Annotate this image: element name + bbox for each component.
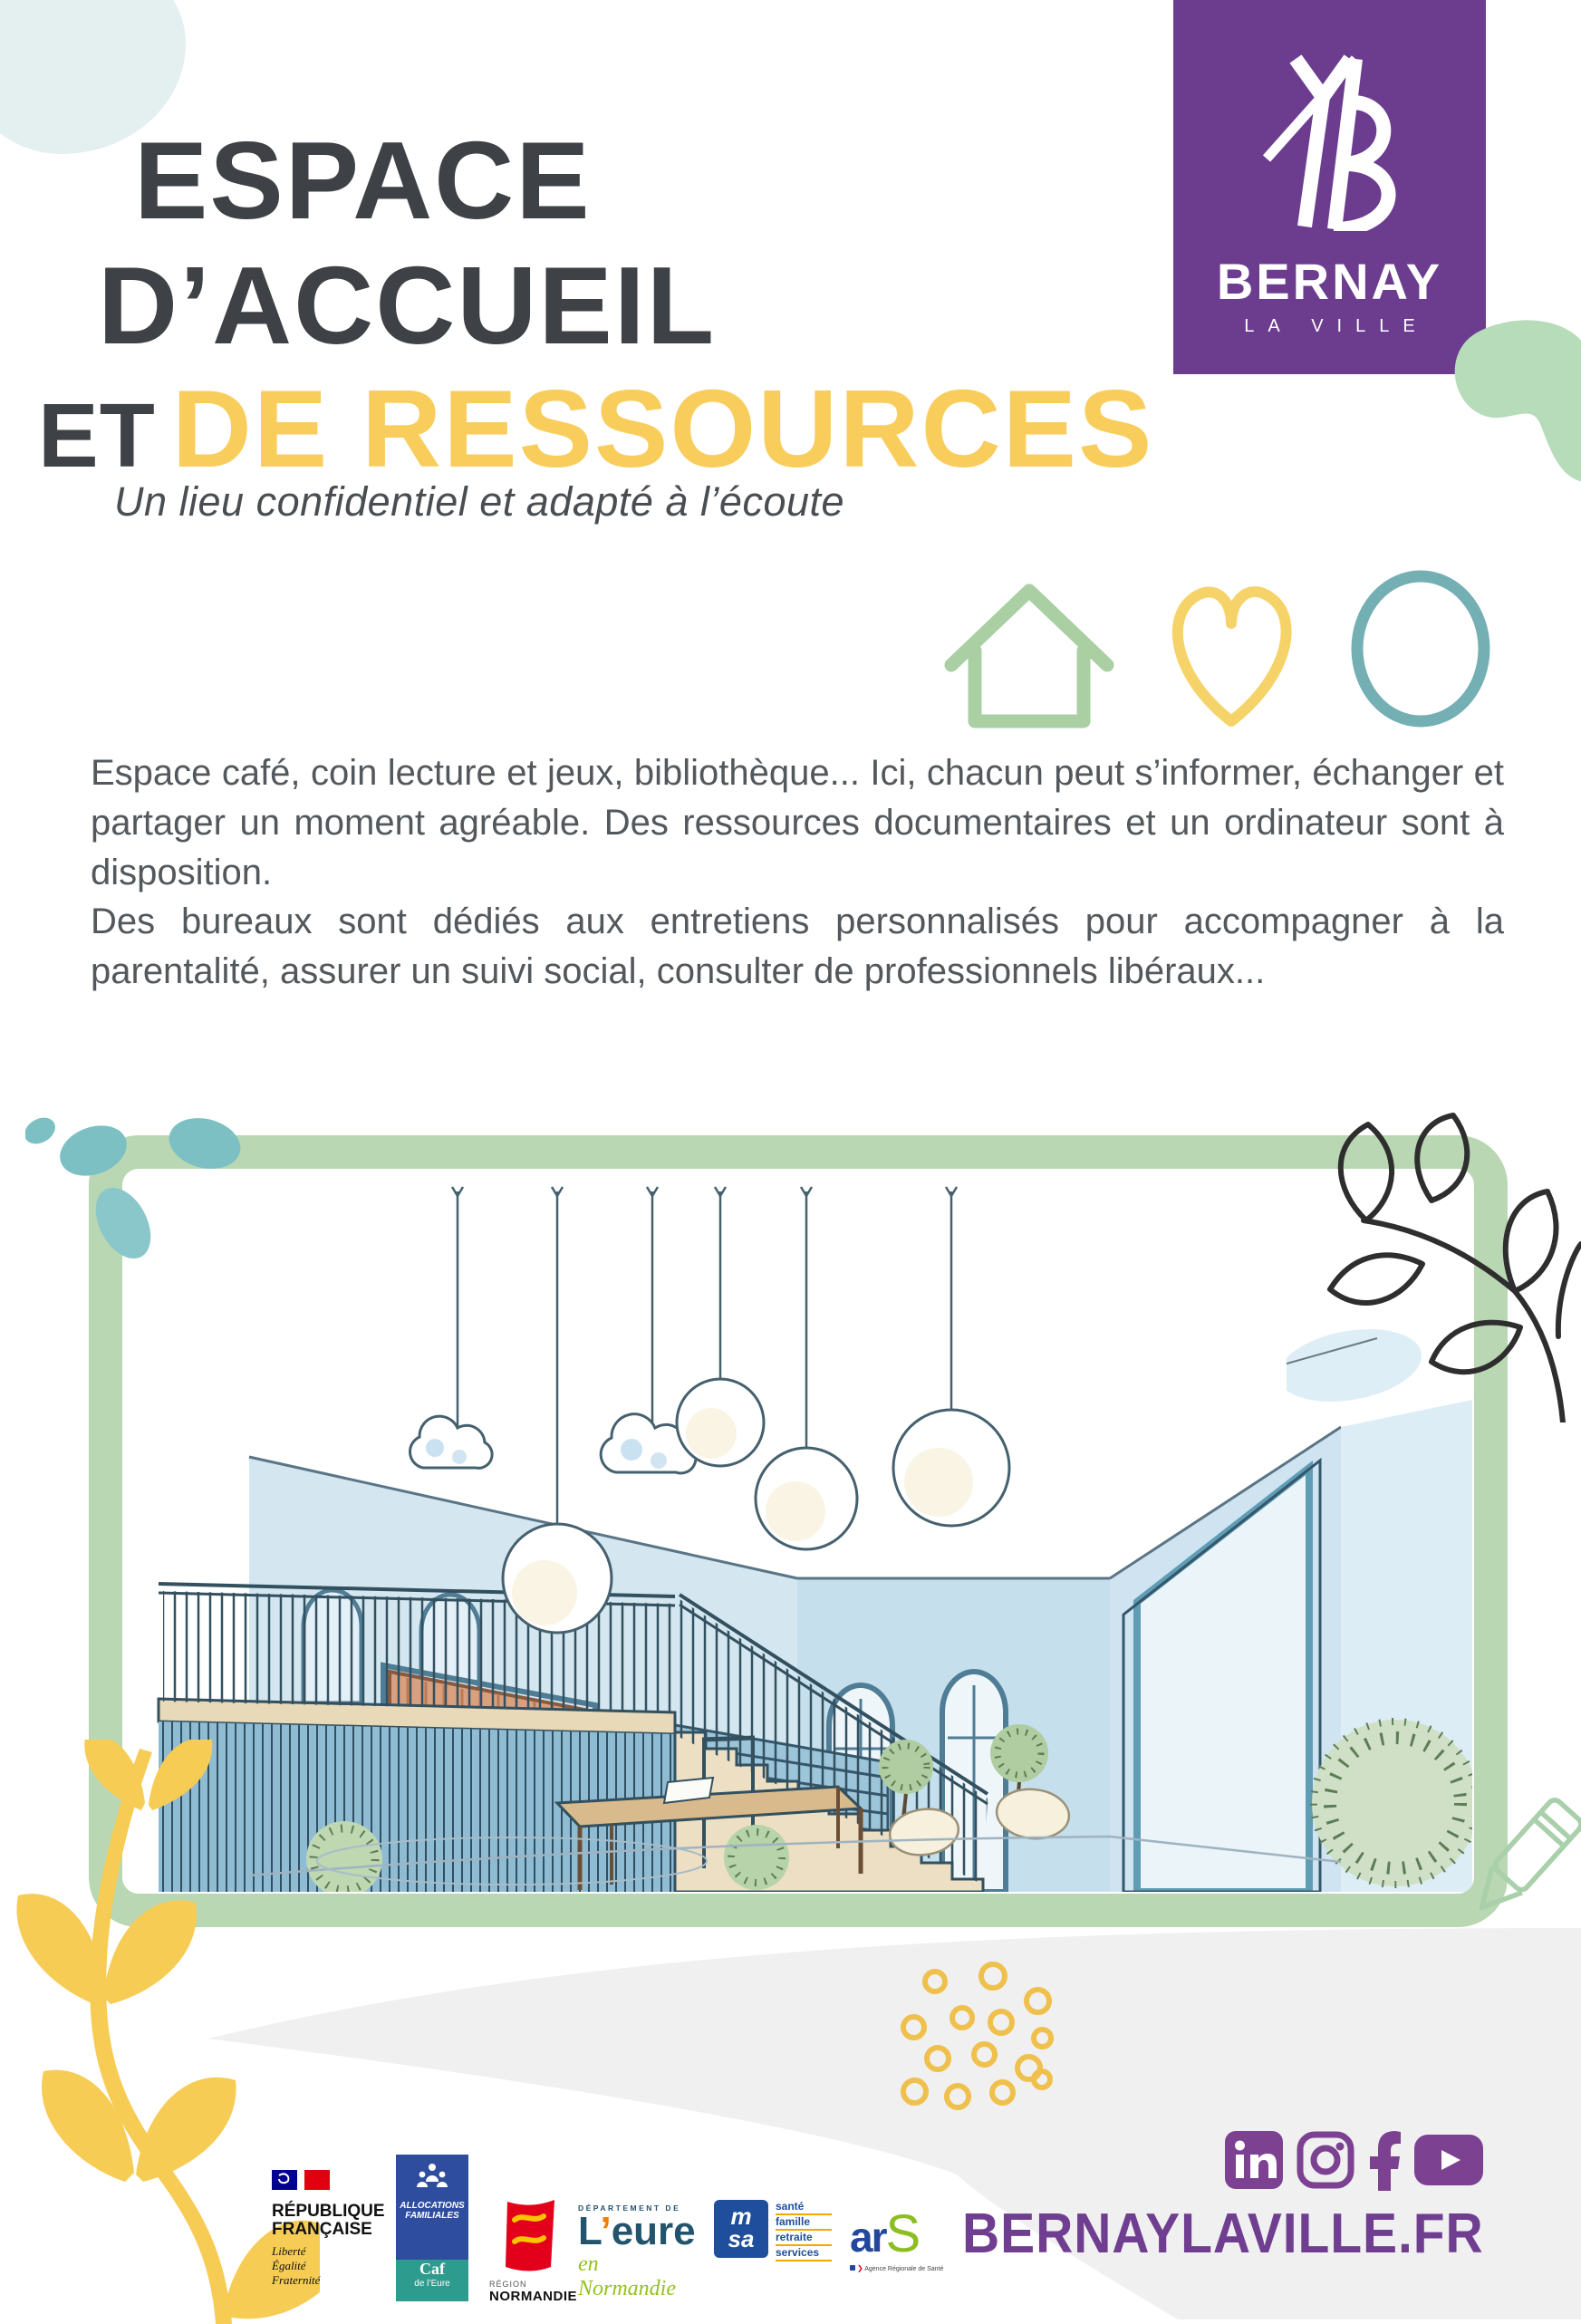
intro-paragraph-1: Espace café, coin lecture et jeux, bibliothèque... Ici, chacun peut s’informer, échanger et partager un moment agréable. Des ressources documentaires et un ordinateur sont à disposition. <box>91 753 1504 892</box>
msa-m: m <box>730 2203 752 2230</box>
eure-apostrophe: ’ <box>600 2209 612 2253</box>
normandie-big-label: NORMANDIE <box>489 2289 577 2304</box>
website-url[interactable]: BERNAYLAVILLE.FR <box>962 2203 1484 2265</box>
normandie-small-label: RÉGION <box>489 2280 527 2289</box>
instagram-icon[interactable] <box>1297 2131 1354 2189</box>
eure-small-label: DÉPARTEMENT DE <box>578 2203 681 2213</box>
eure-script-label: en Normandie <box>578 2252 676 2300</box>
msa-item-retraite: retraite <box>776 2231 832 2246</box>
page-title-line2: D’ACCUEIL <box>98 244 717 367</box>
msa-sa: sa <box>728 2224 755 2252</box>
ars-logo <box>850 2203 950 2272</box>
shape-icon-row <box>940 567 1496 730</box>
cloud-lamp-1 <box>410 1416 493 1468</box>
eure-big-label <box>578 2209 700 2253</box>
page-title-line3 <box>38 367 1154 490</box>
eure-rest: eure <box>611 2209 696 2253</box>
msa-monogram <box>714 2200 768 2258</box>
linkedin-icon[interactable] <box>1225 2131 1283 2189</box>
french-flag-icon <box>272 2170 332 2194</box>
msa-item-famille: famille <box>776 2215 832 2231</box>
bernay-logo-tagline: LA VILLE <box>1244 316 1429 336</box>
caf-top-line2: FAMILIALES <box>405 2211 459 2221</box>
pendant-lamps <box>452 1187 957 1527</box>
intro-text <box>91 748 1504 997</box>
ars-ar: ar <box>850 2213 886 2261</box>
departement-eure-logo <box>578 2203 700 2301</box>
ars-square-mark <box>850 2265 855 2271</box>
rf-name-line1: RÉPUBLIQUE <box>272 2202 385 2221</box>
caf-bottom-line1: Caf <box>419 2260 445 2278</box>
caf-figures-icon <box>417 2162 448 2198</box>
bernay-logo-name: BERNAY <box>1216 253 1443 310</box>
ars-arrow-mark: ❯ <box>856 2264 863 2272</box>
rf-motto-1: Liberté <box>272 2243 306 2258</box>
caf-top-line1: ALLOCATIONS <box>400 2201 465 2211</box>
ars-small-label: Agence Régionale de Santé <box>864 2266 944 2272</box>
dots-cluster-decoration <box>897 1962 1051 2107</box>
facebook-icon[interactable] <box>1368 2129 1401 2191</box>
rf-motto-2: Égalité <box>272 2259 306 2273</box>
msa-logo <box>714 2200 832 2261</box>
mint-blob-decoration <box>1424 315 1581 483</box>
heart-icon <box>1148 576 1316 730</box>
region-normandie-logo <box>489 2200 577 2304</box>
page-title-line3-prefix: ET <box>38 385 156 487</box>
teal-petals-decoration <box>25 1116 279 1275</box>
social-icons-row <box>1225 2129 1483 2191</box>
circle-icon <box>1346 567 1496 730</box>
eure-l: L <box>578 2209 601 2253</box>
house-icon <box>940 578 1117 730</box>
republique-francaise-logo <box>272 2170 390 2289</box>
page-title-line3-main: DE RESSOURCES <box>171 367 1154 490</box>
rf-motto-3: Fraternité <box>272 2273 321 2288</box>
msa-item-services: services <box>776 2246 832 2261</box>
interior-illustration <box>122 1169 1472 1892</box>
caf-bottom-line2: de l’Eure <box>414 2279 450 2289</box>
msa-item-sante: santé <box>776 2200 832 2215</box>
page-subtitle: Un lieu confidentiel et adapté à l’écoute <box>114 478 845 525</box>
bernay-monogram-icon <box>1248 50 1412 231</box>
pencil-icon <box>1466 1787 1581 1936</box>
intro-paragraph-2: Des bureaux sont dédiés aux entretiens personnalisés pour accompagner à la parentalité, assurer un suivi social, consulter de professionnels libéraux... <box>91 902 1504 992</box>
youtube-icon[interactable] <box>1414 2135 1483 2185</box>
ars-s: S <box>885 2204 921 2263</box>
leaf-branch-sketch <box>1287 1110 1581 1422</box>
caf-logo <box>396 2155 468 2301</box>
page-title-line1: ESPACE <box>134 119 592 242</box>
normandie-shield-icon <box>502 2200 558 2272</box>
rf-name-line2: FRANÇAISE <box>272 2219 372 2239</box>
